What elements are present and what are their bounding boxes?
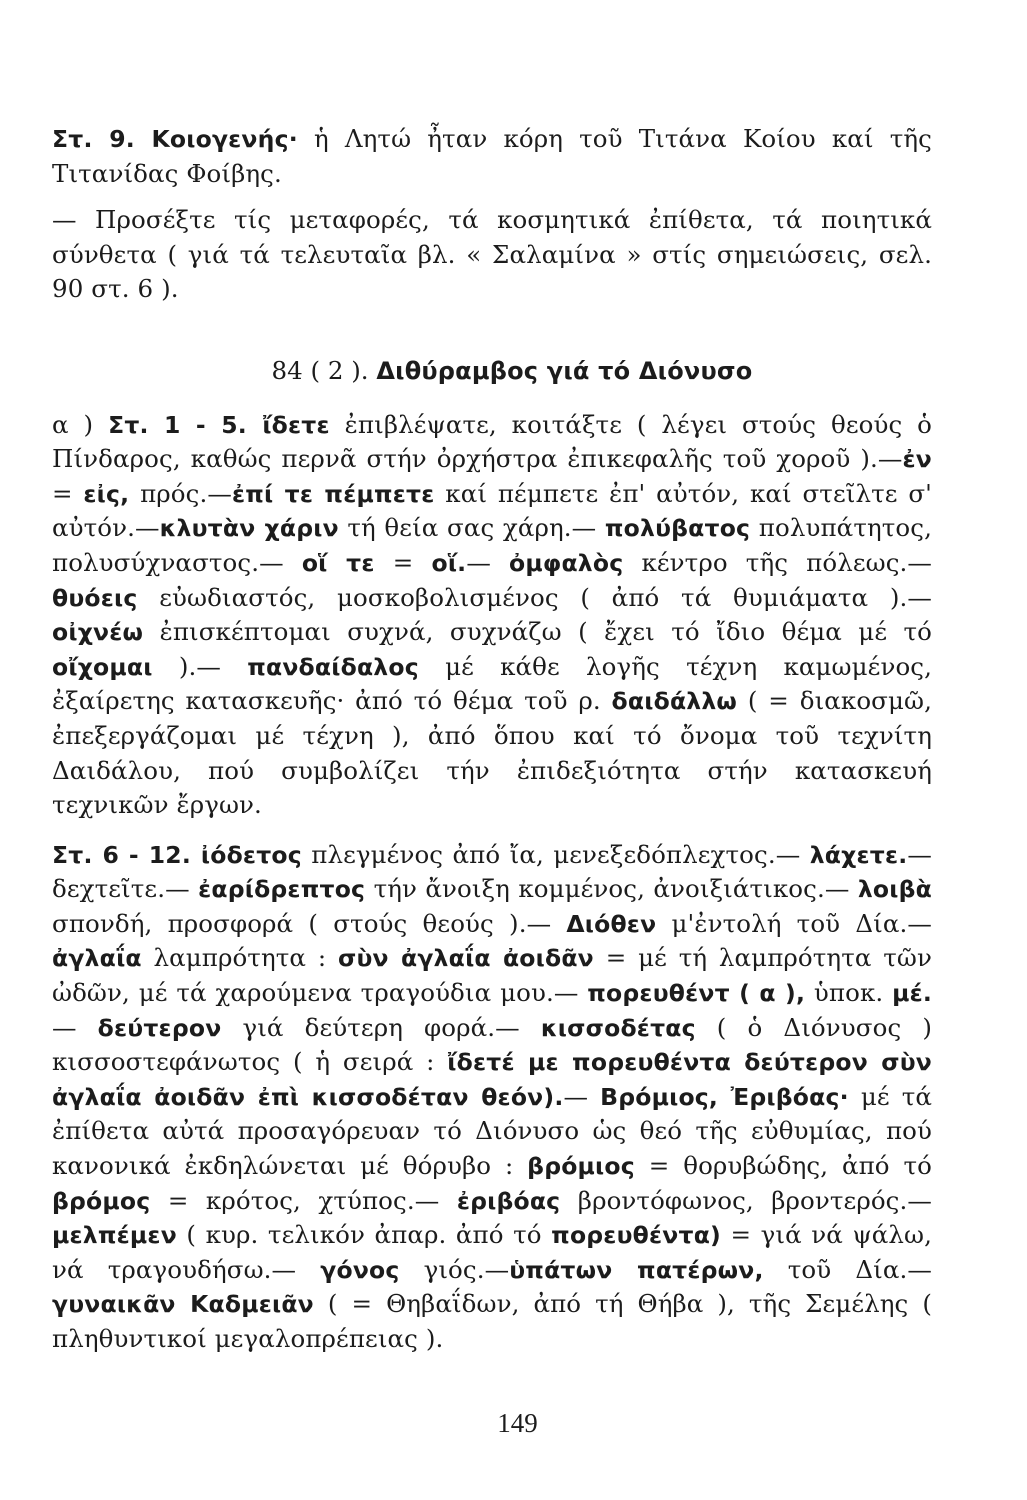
bold-term: πορευθέντα) <box>551 1221 721 1250</box>
bold-term: ἐριβόας <box>456 1186 561 1215</box>
bold-term: κισσοδέτας <box>540 1013 696 1042</box>
bold-term: ἴδετέ με πορευθέντα δεύτερον σὺν ἀγλαΐα ἀοιδᾶν ἐπὶ κισσοδέταν θεόν). <box>52 1048 932 1111</box>
text-run: τήν ἄνοιξη κομμένος, ἀνοιξιάτικος.— <box>365 874 858 904</box>
text-run: ( ὁ Διόνυσος ) κισσοστεφάνωτος ( ἡ σειρά : <box>52 1012 932 1077</box>
bold-term: Διόθεν <box>566 909 657 938</box>
bold-term: μέ. <box>892 979 933 1008</box>
bold-term: Στ. 6 - 12. ἰόδετος <box>52 840 302 869</box>
bold-term: ἐν <box>902 445 932 474</box>
text-run: λαμπρότητα : <box>141 943 338 973</box>
text-run: — δεχτεῖτε.— <box>52 839 932 904</box>
text-run: = θορυβώδης, ἀπό τό <box>634 1151 932 1181</box>
bold-term: δαιδάλλω <box>611 687 738 716</box>
text-run: = <box>374 547 432 577</box>
text-run: — <box>466 547 510 577</box>
bold-term: γυναικᾶν Καδμειᾶν <box>52 1290 314 1319</box>
paragraph-koiogenis <box>52 122 932 191</box>
paragraph-lines-1-5 <box>52 408 932 823</box>
bold-term: ὀμφαλὸς <box>509 548 624 577</box>
text-run: ( = Θηβαΐδων, ἀπό τή Θήβα ), τῆς Σεμέλης ( πληθυντικοί μεγαλοπρέπειας ). <box>52 1289 933 1353</box>
paragraph-lines-6-12 <box>52 838 932 1357</box>
page-body <box>52 122 932 1357</box>
bold-term: Βρόμιος, Ἐριβόας· <box>600 1082 849 1111</box>
bold-term: Στ. 9. Κοιογενής· <box>52 125 298 153</box>
text-run: ἡ Λητώ ἦταν κόρη τοῦ Τιτάνα Κοίου καί τῆς Τιτανίδας Φοίβης. <box>52 124 933 188</box>
bold-term: πανδαίδαλος <box>247 652 419 681</box>
bold-term: σὺν ἀγλαΐα ἀοιδᾶν <box>337 944 594 973</box>
bold-term: ἀγλαΐα <box>52 944 142 973</box>
text-run: τή θεία σας χάρη.— <box>338 513 605 543</box>
text-run: πολυπάτητος, πολυσύχναστος.— <box>52 513 932 577</box>
text-run: — <box>52 1012 98 1042</box>
text-run: = κρότος, χτύπος.— <box>150 1185 457 1215</box>
text-run: μέ τά ἐπίθετα αὐτά προσαγόρευαν τό Διόνυσο ὡς θεό τῆς εὐθυμίας, πού κανονικά ἐκδηλώνεται μέ θόρυβο : <box>52 1081 932 1181</box>
text-run: ἐπισκέπτομαι συχνά, συχνάζω ( ἔχει τό ἴδιο θέμα μέ τό <box>143 617 932 647</box>
text-run: ἐπιβλέψατε, κοιτάξτε ( λέγει στούς θεούς ὁ Πίνδαρος, καθώς περνᾶ στήν ὀρχήστρα ἐπικεφαλῆς τοῦ χοροῦ ).— <box>52 409 933 474</box>
text-run: γιός.— <box>399 1254 510 1284</box>
paragraph-notes: — Προσέξτε τίς μεταφορές, τά κοσμητικά ἐπίθετα, τά ποιητικά σύνθετα ( γιά τά τελευταῖα βλ. « Σαλαμίνα » στίς σημειώσεις, σελ. 90 στ. 6 ). <box>52 205 932 304</box>
text-run: ( = διακοσμῶ, ἐπεξεργάζομαι μέ τέχνη ), ἀπό ὅπου καί τό ὄνομα τοῦ τεχνίτη Δαιδάλου, πού συμβολίζει τήν ἐπιδεξιότητα στήν κατασκευή τεχνικῶν ἔργων. <box>52 686 932 820</box>
bold-term: πολύβατος <box>604 514 751 543</box>
text-run: ).— <box>152 651 248 681</box>
text-run: — <box>563 1081 601 1111</box>
text-run: βροντόφωνος, βροντερός.— <box>560 1185 932 1215</box>
text-run: πρός.— <box>129 478 232 508</box>
text-run: καί πέμπετε ἐπ' αὐτόν, καί στεῖλτε σ' αὐτόν.— <box>52 478 932 543</box>
text-run: = μέ τή λαμπρότητα τῶν ὠδῶν, μέ τά χαρούμενα τραγούδια μου.— <box>52 943 932 1008</box>
text-run: εὐωδιαστός, μοσκοβολισμένος ( ἀπό τά θυμιάματα ).— <box>137 582 932 612</box>
bold-term: πορευθέντ ( α ), <box>587 979 806 1008</box>
section-heading <box>52 354 932 389</box>
bold-term: βρόμιος <box>527 1152 635 1181</box>
bold-term: εἰς, <box>83 479 130 508</box>
bold-term: ἐαρίδρεπτος <box>198 875 366 904</box>
text-run: τοῦ Δία.— <box>763 1254 932 1284</box>
bold-term: γόνος <box>320 1255 400 1284</box>
bold-term: θυόεις <box>52 583 138 612</box>
bold-term: οἵ τε <box>301 548 375 577</box>
text-run: α ) <box>52 409 109 439</box>
section-number: 84 ( 2 ). <box>271 355 369 385</box>
bold-term: δεύτερον <box>97 1013 222 1042</box>
bold-term: λάχετε. <box>809 840 908 869</box>
bold-term: Στ. 1 - 5. <box>108 410 247 439</box>
bold-term: λοιβὰ <box>857 875 932 904</box>
text-run: γιά δεύτερη φορά.— <box>221 1012 541 1042</box>
bold-term: οἰχνέω <box>52 618 144 647</box>
text-run: = γιά νά ψάλω, νά τραγουδήσω.— <box>52 1220 932 1284</box>
section-title: Διθύραμβος γιά τό Διόνυσο <box>376 356 753 385</box>
bold-term: οἴχομαι <box>52 652 153 681</box>
text-run: πλεγμένος ἀπό ἴα, μενεξεδόπλεχτος.— <box>301 839 810 869</box>
bold-term: οἵ. <box>431 548 467 577</box>
bold-term: ἴδετε <box>246 410 330 439</box>
text-run: = <box>52 478 84 508</box>
bold-term: ὑπάτων πατέρων, <box>509 1255 764 1284</box>
text-run: μ'ἐντολή τοῦ Δία.— <box>656 908 932 938</box>
bold-term: βρόμος <box>52 1186 151 1215</box>
bold-term: κλυτὰν χάριν <box>159 514 339 543</box>
bold-term: ἐπί τε πέμπετε <box>231 479 435 508</box>
bold-term: μελπέμεν <box>52 1221 177 1250</box>
page-number: 149 <box>497 1408 538 1438</box>
text-run: σπονδή, προσφορά ( στούς θεούς ).— <box>52 908 567 938</box>
text-run: ὑποκ. <box>805 978 893 1008</box>
text-run: ( κυρ. τελικόν ἀπαρ. ἀπό τό <box>176 1220 552 1250</box>
text-run: κέντρο τῆς πόλεως.— <box>623 547 933 577</box>
text-run: μέ κάθε λογῆς τέχνη καμωμένος, ἐξαίρετης κατασκευῆς· ἀπό τό θέμα τοῦ ρ. <box>52 651 933 716</box>
